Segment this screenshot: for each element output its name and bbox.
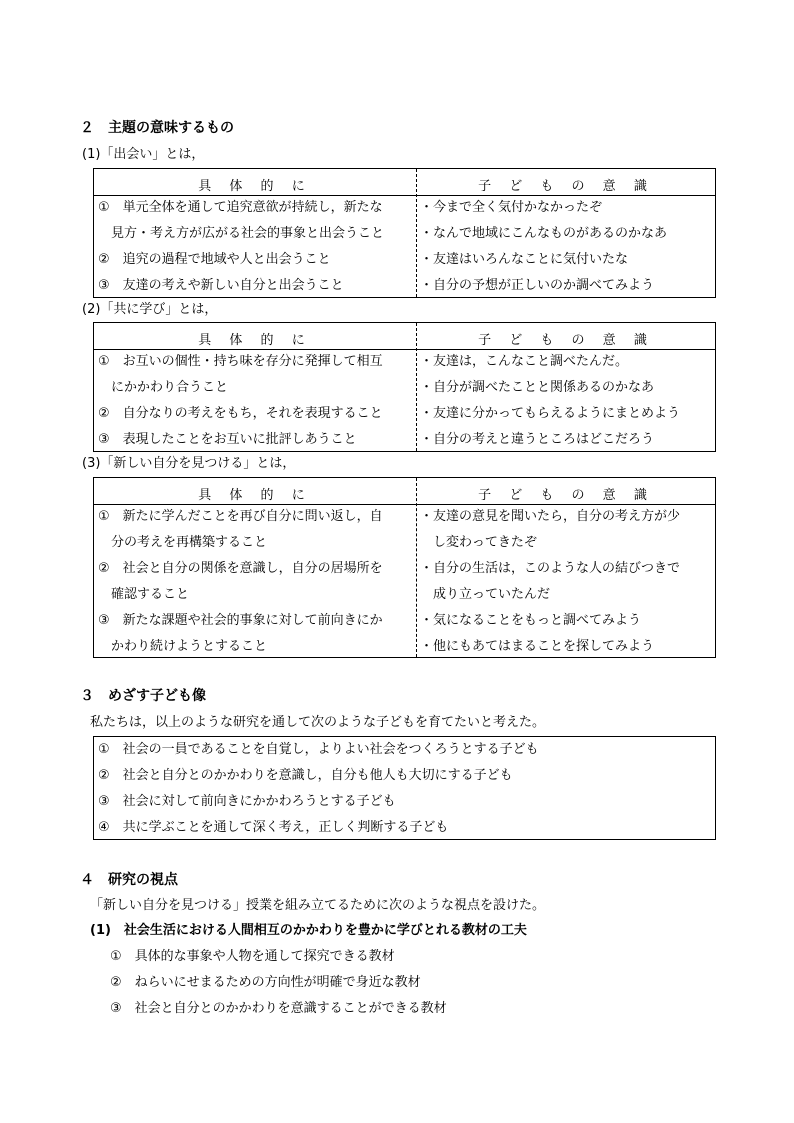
table3-right-row: し変わってきたぞ xyxy=(420,535,537,550)
table2-label: (2)「共に学び」とは， xyxy=(82,302,218,317)
table3-right-row: 成り立っていたんだ xyxy=(420,587,551,602)
goals-box xyxy=(93,736,716,840)
table3-right-row: ・他にもあてはまることを探してみよう xyxy=(420,639,655,654)
table2-right-row: ・友達に分かってもらえるようにまとめよう xyxy=(420,406,681,421)
table2-left-row: にかかわり合うこと xyxy=(98,380,229,395)
table1-left-row: ① 単元全体を通して追究意欲が持続し，新たな xyxy=(98,200,383,215)
table1-right-row: ・なんで地域にこんなものがあるのかなあ xyxy=(420,226,668,241)
section4-intro: 「新しい自分を見つける」授業を組み立てるために次のような視点を設けた。 xyxy=(90,898,546,913)
section4-heading: ４ 研究の視点 xyxy=(80,872,178,888)
table1-header-left: 具 体 的 に xyxy=(198,179,312,194)
table2 xyxy=(93,322,716,452)
table1-left-row: ② 追究の過程で地域や人と出会うこと xyxy=(98,252,331,267)
table3-left-row: 分の考えを再構築すること xyxy=(98,535,268,550)
section3-intro: 私たちは，以上のような研究を通して次のような子どもを育てたいと考えた。 xyxy=(90,715,546,730)
table3-right-row: ・友達の意見を聞いたら，自分の考え方が少 xyxy=(420,509,681,524)
table2-header-left: 具 体 的 に xyxy=(198,333,312,348)
section2-heading: ２ 主題の意味するもの xyxy=(80,120,234,136)
table1-right-row: ・今まで全く気付かなかったぞ xyxy=(420,200,603,215)
table3-divider xyxy=(416,478,417,657)
viewpoint-item: ③ 社会と自分とのかかわりを意識することができる教材 xyxy=(110,1001,447,1016)
table2-header-right: 子 ど も の 意 識 xyxy=(478,333,654,348)
table3-left-row: かわり続けようとすること xyxy=(98,639,268,654)
table3-left-row: ① 新たに学んだことを再び自分に問い返し，自 xyxy=(98,509,383,524)
table2-left-row: ③ 表現したことをお互いに批評しあうこと xyxy=(98,432,357,447)
table1-left-row: 見方・考え方が広がる社会的事象と出会うこと xyxy=(98,226,385,241)
viewpoint-item: ① 具体的な事象や人物を通して探究できる教材 xyxy=(110,949,395,964)
table2-left-row: ① お互いの個性・持ち味を存分に発揮して相互 xyxy=(98,354,383,369)
table2-right-row: ・友達は，こんなこと調べたんだ。 xyxy=(420,354,629,369)
table3-left-row: ③ 新たな課題や社会的事象に対して前向きにか xyxy=(98,613,383,628)
viewpoint-item: ② ねらいにせまるための方向性が明確で身近な教材 xyxy=(110,975,421,990)
table3-right-row: ・自分の生活は，このような人の結びつきで xyxy=(420,561,681,576)
table1-right-row: ・自分の予想が正しいのか調べてみよう xyxy=(420,278,655,293)
table2-right-row: ・自分の考えと違うところはどこだろう xyxy=(420,432,655,447)
table3 xyxy=(93,477,716,658)
table1-header-right: 子 ど も の 意 識 xyxy=(478,179,654,194)
table1-right-row: ・友達はいろんなことに気付いたな xyxy=(420,252,629,267)
table2-left-row: ② 自分なりの考えをもち，それを表現すること xyxy=(98,406,383,421)
table3-right-row: ・気になることをもっと調べてみよう xyxy=(420,613,642,628)
goal-item: ④ 共に学ぶことを通して深く考え，正しく判断する子ども xyxy=(98,820,449,835)
goal-item: ③ 社会に対して前向きにかかわろうとする子ども xyxy=(98,794,396,809)
table1-label: (1)「出会い」とは， xyxy=(82,147,205,162)
section3-heading: ３ めざす子ども像 xyxy=(80,688,206,704)
section4-subheading: (1) 社会生活における人間相互のかかわりを豊かに学びとれる教材の工夫 xyxy=(90,923,527,938)
table1 xyxy=(93,168,716,298)
table3-header-right: 子 ど も の 意 識 xyxy=(478,488,654,503)
table1-left-row: ③ 友達の考えや新しい自分と出会うこと xyxy=(98,278,344,293)
table3-header-left: 具 体 的 に xyxy=(198,488,312,503)
goal-item: ② 社会と自分とのかかわりを意識し，自分も他人も大切にする子ども xyxy=(98,768,513,783)
goal-item: ① 社会の一員であることを自覚し，よりよい社会をつくろうとする子ども xyxy=(98,742,539,757)
table3-left-row: ② 社会と自分の関係を意識し，自分の居場所を xyxy=(98,561,383,576)
table2-right-row: ・自分が調べたことと関係あるのかなあ xyxy=(420,380,655,395)
table3-left-row: 確認すること xyxy=(98,587,190,602)
table3-label: (3)「新しい自分を見つける」とは， xyxy=(82,456,296,471)
